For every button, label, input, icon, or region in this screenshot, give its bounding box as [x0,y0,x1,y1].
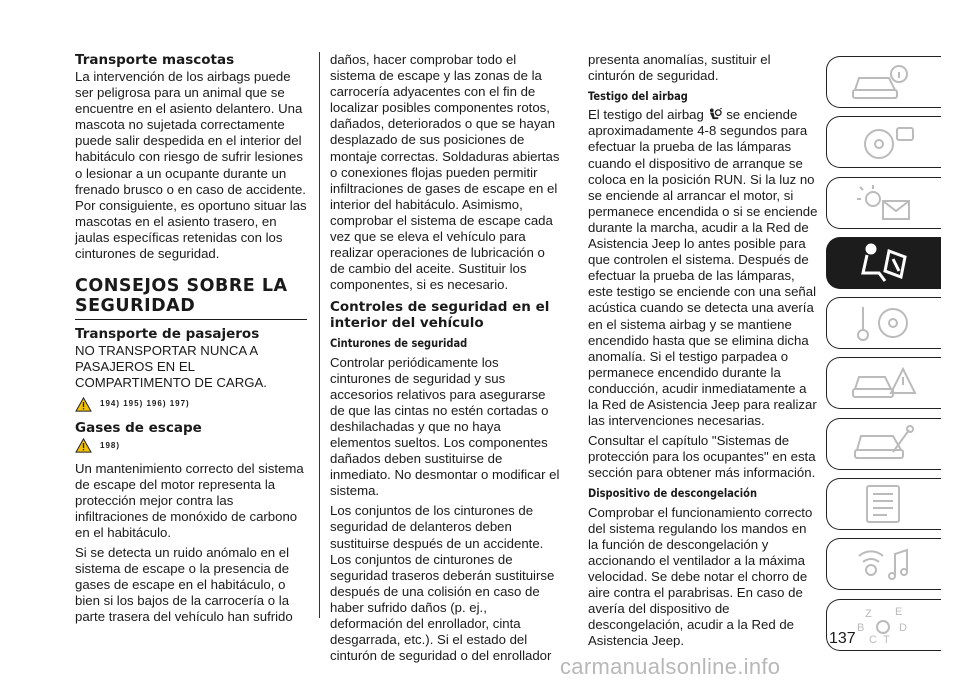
paragraph-mascotas: La intervención de los airbags puede ser peligrosa para un animal que se encuentre en el asiento delantero. Una mascota no sujetada correctamente puede salir despedida en el interior del habitáculo con riesgo de sufrir lesiones o lesionar a un ocupante durante un frenado brusco o en caso de accidente. Por consiguiente, es oportuno situar las mascotas en el asiento trasero, en jaulas específicas retenidas con los cinturones de seguridad. [75,69,307,262]
tab-maintenance[interactable] [826,418,941,470]
paragraph-descongelacion: Comprobar el funcionamiento correcto del sistema regulando los mandos en la función de descongelación y accionando el ventilador a la máxima velocidad. Se debe notar el chorro de aire contra el parabrisas. En caso de avería del dispositivo de descongelación, acudir a la Red de Asistencia Jeep. [588,504,813,649]
heading-descongelacion: Dispositivo de descongelación [588,486,757,501]
alphabetical-index-icon [849,603,919,647]
technical-data-icon [849,482,919,526]
paragraph-gases-cont: daños, hacer comprobar todo el sistema de escape y las zonas de la carrocería adyacentes con el fin de localizar posibles componentes rotos, dañados, deteriorados o que se hayan desplazado de sus posiciones de montaje correctas. Soldaduras abiertas o conexiones flojas pueden permitir infiltraciones de gases de escape en el interior del habitáculo. Asimismo, comprobar el sistema de escape cada vez que se eleva el vehículo para realizar operaciones de lubricación o de cambio del aceite. Sustituir los componentes, si es necesario. [330,52,560,293]
warning-lights-message-icon [849,181,919,225]
index-letter: E [895,605,903,618]
watermark: carmanualsonline.info [560,654,781,679]
index-letter: C [869,633,877,646]
car-maintenance-icon [849,422,919,466]
warning-triangle-icon [75,438,92,453]
car-info-icon [849,60,919,104]
column-1 [75,52,307,630]
column-2 [330,52,562,668]
testigo-text-post: se enciende aproximadamente 4-8 segundos para efectuar la prueba de las lámparas cuando el dispositivo de arranque se coloca en la posición RUN. Si la luz no se enciende al arrancar el motor, si permanece encendida o si se enciende durante la marcha, acudir a la Red de Asistencia Jeep lo antes posible para que controlen el sistema. Después de efectuar la prueba de las lámparas, este testigo se enciende con una señal acústica cuando se detecta una avería en el sistema airbag y se mantiene encendido hasta que se elimina dicha anomalía. Si el testigo parpadea o permanece encendido durante la conducción, acudir inmediatamente a la Red de Asistencia Jeep para realizar las intervenciones necesarias. [588,107,818,429]
tab-safety[interactable] [826,237,941,289]
multimedia-icon [849,542,919,586]
paragraph-gases-1: Un mantenimiento correcto del sistema de escape del motor representa la protección mejor contra las infiltraciones de monóxido de carbono en el habitáculo. [75,460,304,540]
airbag-warning-light-icon [708,108,723,121]
tab-emergency[interactable] [826,357,941,409]
page-number: 137 [829,630,856,647]
testigo-text-pre: El testigo del airbag [588,107,704,123]
tab-steering-display[interactable] [826,116,941,168]
steering-wheel-display-icon [849,120,919,164]
index-letter: D [899,621,907,634]
reference-numbers: 198) [100,440,121,450]
heading-transporte-mascotas: Transporte mascotas [75,52,235,68]
warning-triangle-icon [75,397,92,412]
index-letter: T [883,633,890,646]
column-3 [588,52,820,653]
column-divider [319,52,320,618]
tab-warning-lights[interactable] [826,177,941,229]
car-emergency-icon [849,361,919,405]
paragraph-consultar: Consultar el capítulo "Sistemas de protección para los ocupantes" en esta sección para obtener más información. [588,433,816,481]
tab-start-drive[interactable] [826,297,941,349]
heading-cinturones: Cinturones de seguridad [330,336,468,351]
index-letter: B [857,621,865,634]
paragraph-cinturones-cont: presenta anomalías, sustituir el cinturón de seguridad. [588,52,771,84]
warning-references-gases [75,438,307,454]
paragraph-gases-2: Si se detecta un ruido anómalo en el sistema de escape o la presencia de gases de escape en el habitáculo, o bien si los bajos de la carrocería o la parte trasera del vehículo han sufrido [75,545,293,625]
heading-transporte-pasajeros: Transporte de pasajeros [75,326,260,343]
tab-technical-data[interactable] [826,478,941,530]
paragraph-cinturones-1: Controlar periódicamente los cinturones de seguridad y sus accesorios relativos para asegurarse de que las cintas no estén cortadas o deshilachadas y que no haya elementos sueltos. Los componentes dañados deben sustituirse de inmediato. No desmontar o modificar el sistema. [330,354,560,499]
paragraph-cinturones-2: Los conjuntos de los cinturones de seguridad de delanteros deben sustituirse después de un accidente. Los conjuntos de cinturones de seguridad traseros deberán sustituirse después de una colisión en caso de haber sufrido daños (p. ej., deformación del enrollador, cinta desgarrada, etc.). Si el estado del cinturón de seguridad o del enrollador [330,503,555,664]
warning-references-pasajeros [75,396,307,412]
index-letter: Z [865,607,872,620]
paragraph-testigo [588,107,820,429]
section-title: CONSEJOS SOBRE LA SEGURIDAD [75,276,307,320]
heading-testigo-airbag: Testigo del airbag [588,89,688,104]
paragraph-pasajeros: NO TRANSPORTAR NUNCA A PASAJEROS EN EL COMPARTIMENTO DE CARGA. [75,343,267,391]
seat-airbag-safety-icon [849,241,919,285]
heading-gases-escape: Gases de escape [75,419,202,436]
chapter-tabs [826,56,942,659]
tab-car-info[interactable] [826,56,941,108]
tab-multimedia[interactable] [826,538,941,590]
heading-controles-seguridad: Controles de seguridad en el interior del vehículo [330,299,550,332]
reference-numbers: 194) 195) 196) 197) [100,399,190,409]
key-steering-start-icon [849,301,919,345]
